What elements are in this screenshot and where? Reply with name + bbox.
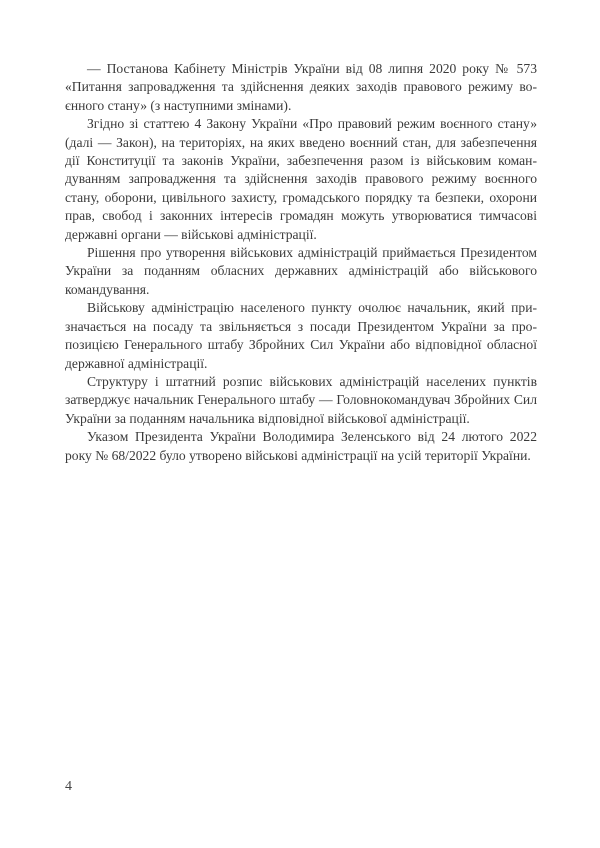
paragraph-administration-head: Військову адміністрацію населеного пункту очолює начальник, який призначається на посаду та звільняється з посади Президентом України за пропозицією Генерального штабу Збройних Сил України або відповідної обласної державної адміністрації. xyxy=(65,300,537,371)
paragraph-martial-law-article-4: Згідно зі статтею 4 Закону України «Про правовий режим воєнного стану» (далі — Закон), на територіях, на яких введено воєнний стан, для забезпечення дії Конституції та законів України, забезпечення разом із військовим командуванням запровадження та здійснення заходів правового режиму воєнного стану, оборони, цивільного захисту, громадського порядку та безпеки, охорони прав, свобод і законних інтересів громадян можуть утворюватися тимчасові державні органи — військові адміністрації. xyxy=(65,116,537,242)
page-number: 4 xyxy=(65,779,72,794)
paragraph-creation-decision: Рішення про утворення військових адміністрацій приймається Президентом України за поданням обласних державних адміністрацій або військового командування. xyxy=(65,245,537,297)
paragraph-structure-staffing: Структуру і штатний розпис військових адміністрацій населених пунктів затверджує начальник Генерального штабу — Головнокомандувач Збройних Сил України за поданням начальника відповідної військової адміністрації. xyxy=(65,373,537,426)
body-text xyxy=(65,60,537,465)
paragraph-presidential-decree: Указом Президента України Володимира Зеленського від 24 лютого 2022 року № 68/2022 було утворено військові адміністрації на усій території України. xyxy=(65,429,537,463)
paragraph-resolution-573: — Постанова Кабінету Міністрів України від 08 липня 2020 року № 573 «Питання запровадження та здійснення деяких заходів правового режиму воєнного стану» (з наступними змінами). xyxy=(65,61,537,113)
